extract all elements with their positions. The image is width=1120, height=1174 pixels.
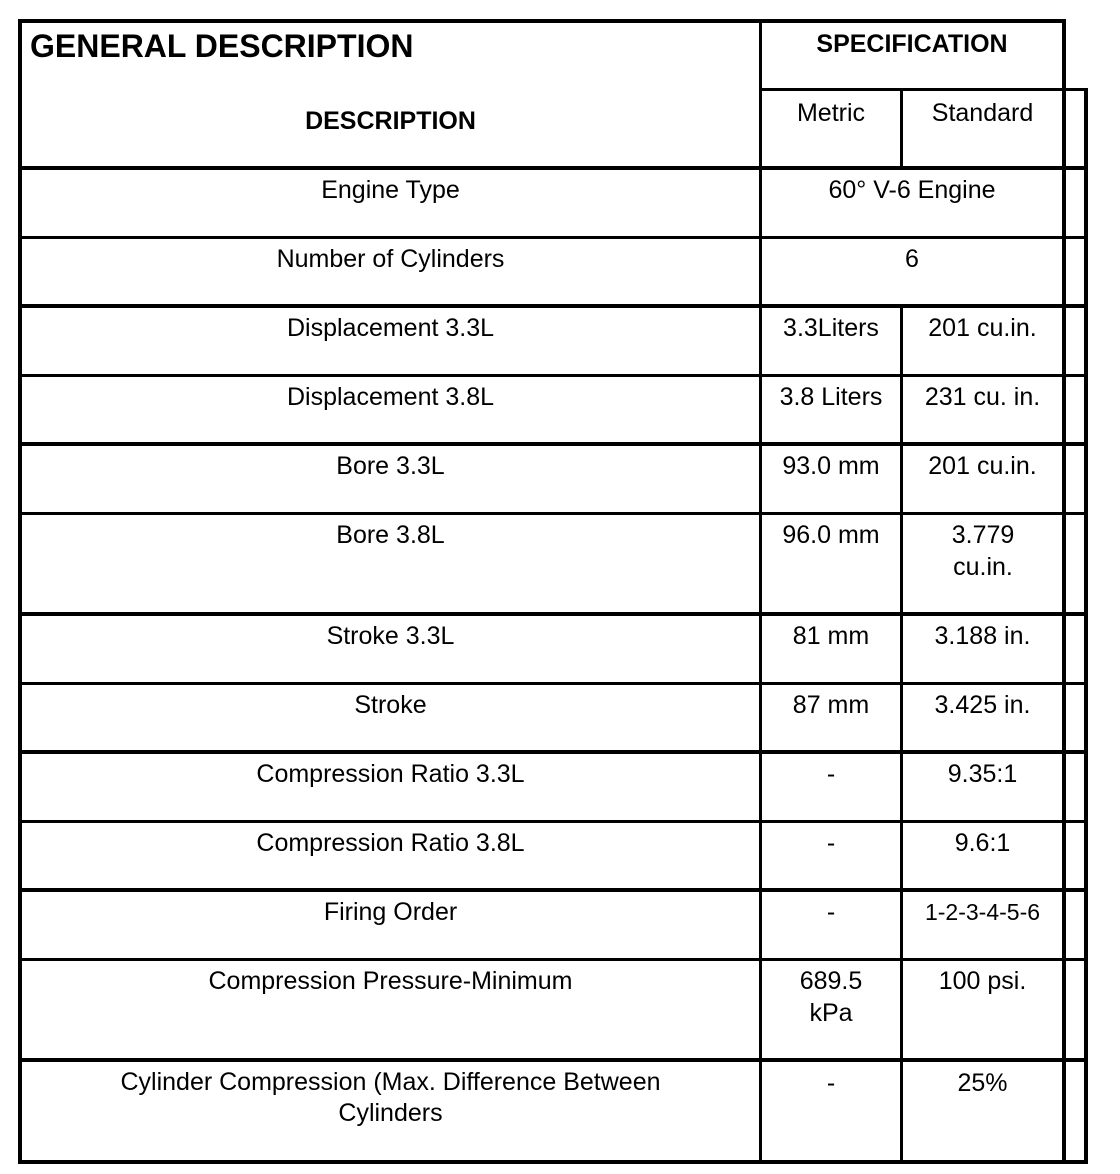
row-description: Engine Type — [321, 176, 460, 204]
header-bottom-rule — [18, 166, 1088, 170]
row-description: Bore 3.3L — [336, 452, 445, 480]
row-description: Cylinder Compression (Max. Difference Between Cylinders — [120, 1068, 661, 1127]
row-metric: 81 mm — [792, 622, 870, 650]
metric-standard-rule — [900, 304, 903, 1164]
row-rule — [18, 750, 1088, 754]
row-description: Bore 3.8L — [336, 521, 445, 549]
standard-header: Standard — [931, 99, 1034, 127]
row-description: Firing Order — [323, 898, 458, 926]
outer-border-right — [1084, 88, 1088, 1164]
row-rule — [18, 612, 1088, 616]
row-metric: 3.8 Liters — [779, 383, 883, 411]
row-rule — [18, 442, 1088, 446]
row-description: Stroke 3.3L — [326, 622, 455, 650]
row-standard: 3.779 cu.in. — [951, 521, 1015, 581]
row-standard: 201 cu.in. — [928, 452, 1037, 480]
general-description-title: GENERAL DESCRIPTION — [30, 28, 414, 64]
row-description: Compression Ratio 3.3L — [256, 760, 525, 788]
row-standard: 9.35:1 — [947, 760, 1018, 788]
row-spec-spanning: 6 — [905, 245, 919, 273]
row-rule — [18, 820, 1088, 823]
row-standard: 3.188 in. — [934, 622, 1031, 650]
table-border-bottom — [18, 1160, 1088, 1164]
description-header: DESCRIPTION — [305, 107, 476, 135]
row-standard: 1-2-3-4-5-6 — [924, 899, 1041, 925]
row-description: Stroke — [354, 691, 427, 719]
row-rule — [18, 374, 1088, 377]
row-description: Compression Ratio 3.8L — [256, 829, 525, 857]
row-metric: 689.5 kPa — [799, 967, 863, 1027]
row-description: Compression Pressure-Minimum — [208, 967, 573, 995]
row-standard: 100 psi. — [938, 967, 1027, 995]
specification-header: SPECIFICATION — [816, 30, 1008, 58]
row-rule — [18, 512, 1088, 515]
row-rule — [18, 958, 1088, 961]
row-standard: 3.425 in. — [934, 691, 1031, 719]
row-standard: 25% — [957, 1069, 1008, 1097]
row-description: Displacement 3.3L — [286, 314, 495, 342]
row-metric: - — [826, 898, 836, 926]
row-metric: - — [826, 760, 836, 788]
row-rule — [18, 1058, 1088, 1062]
row-standard: 201 cu.in. — [928, 314, 1037, 342]
row-rule — [18, 304, 1088, 308]
row-description: Number of Cylinders — [276, 245, 505, 273]
row-standard: 231 cu. in. — [924, 383, 1041, 411]
row-metric: - — [826, 829, 836, 857]
row-metric: 93.0 mm — [782, 452, 880, 480]
table-border-top — [18, 19, 1066, 23]
row-standard: 9.6:1 — [954, 829, 1011, 857]
row-description: Displacement 3.8L — [286, 383, 495, 411]
table-border-right — [1062, 19, 1066, 1164]
row-rule — [18, 236, 1088, 239]
row-rule — [18, 888, 1088, 892]
row-metric: 96.0 mm — [782, 521, 880, 549]
row-metric: 3.3Liters — [783, 314, 879, 342]
row-metric: - — [826, 1069, 836, 1097]
spec-header-rule — [760, 88, 1088, 91]
row-spec-spanning: 60° V-6 Engine — [828, 176, 996, 204]
metric-header: Metric — [796, 99, 866, 127]
row-rule — [18, 682, 1088, 685]
row-metric: 87 mm — [792, 691, 870, 719]
